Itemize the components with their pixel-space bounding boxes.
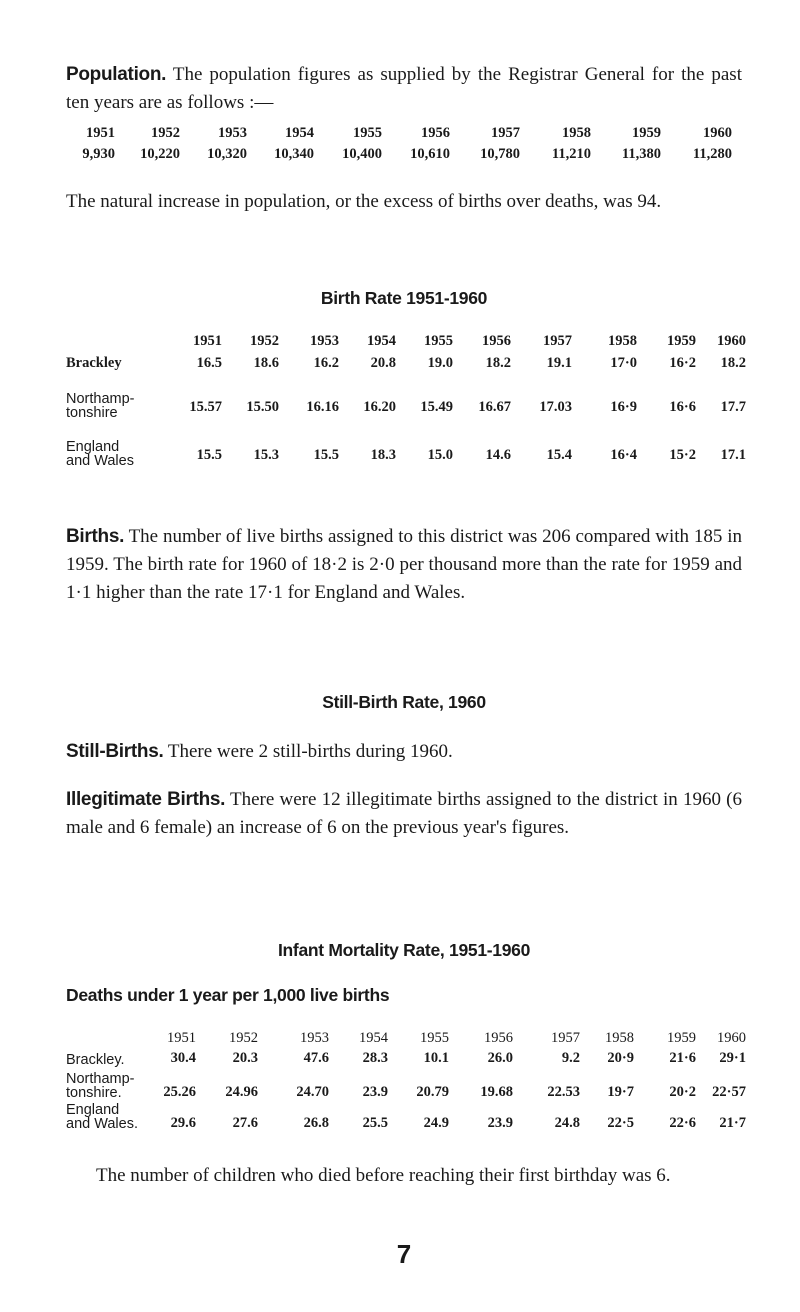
birth-rate-value: 19.1 <box>546 355 572 371</box>
birth-rate-row-label <box>66 392 135 420</box>
population-years-row <box>66 123 742 144</box>
birth-rate-year: 1951 <box>193 333 222 349</box>
births-paragraph <box>66 523 742 607</box>
birth-rate-row <box>66 352 746 374</box>
infant-mortality-value: 24.70 <box>296 1084 329 1100</box>
population-value: 10,610 <box>410 146 450 162</box>
still-births-paragraph <box>66 738 742 766</box>
infant-mortality-value: 19.68 <box>480 1084 513 1100</box>
birth-rate-title: Birth Rate 1951-1960 <box>320 288 488 308</box>
population-year: 1955 <box>353 125 382 141</box>
infant-mortality-subtitle: Deaths under 1 year per 1,000 live births <box>66 985 390 1005</box>
birth-rate-year: 1957 <box>543 333 572 349</box>
population-year: 1959 <box>632 125 661 141</box>
birth-rate-value: 16·4 <box>610 447 637 463</box>
birth-rate-value: 16.5 <box>196 355 222 371</box>
infant-mortality-value: 20·9 <box>607 1050 634 1066</box>
birth-rate-value: 17.03 <box>539 399 572 415</box>
label-line: Northamp- <box>66 1071 135 1087</box>
population-year: 1960 <box>703 125 732 141</box>
infant-mortality-value: 22·5 <box>607 1115 634 1131</box>
birth-rate-year: 1954 <box>367 333 396 349</box>
birth-rate-value: 20.8 <box>370 355 396 371</box>
population-value: 11,210 <box>551 146 591 162</box>
birth-rate-row <box>66 439 746 469</box>
birth-rate-value: 18.2 <box>485 355 511 371</box>
still-births-heading: Still-Births. <box>66 741 164 762</box>
infant-mortality-value: 19·7 <box>607 1084 634 1100</box>
births-text: The number of live births assigned to this district was 206 compared with 185 in 1959. The birth rate for 1960 of 18·2 is 2·0 per thousand more than the rate for 1959 and 1·1 higher than the rate 17·1 for England and Wales. <box>66 526 742 603</box>
natural-increase-paragraph: The natural increase in population, or the excess of births over deaths, was 94. <box>66 191 662 212</box>
birth-rate-value: 15.4 <box>546 447 572 463</box>
infant-mortality-row-label: Brackley. <box>66 1052 125 1068</box>
infant-mortality-year: 1953 <box>300 1030 329 1046</box>
birth-rate-value: 16.20 <box>363 399 396 415</box>
population-year: 1954 <box>285 125 314 141</box>
label-line: England <box>66 1102 120 1118</box>
population-value: 11,380 <box>621 146 661 162</box>
population-value: 10,220 <box>140 146 180 162</box>
birth-rate-value: 15.5 <box>196 447 222 463</box>
birth-rate-value: 15.50 <box>246 399 279 415</box>
birth-rate-row-label: Brackley <box>66 355 122 371</box>
birth-rate-value: 15.5 <box>313 447 339 463</box>
birth-rate-value: 16·2 <box>669 355 696 371</box>
infant-mortality-title: Infant Mortality Rate, 1951-1960 <box>277 940 531 960</box>
label-line: Northamp- <box>66 391 135 407</box>
birth-rate-value: 15.57 <box>189 399 222 415</box>
birth-rate-value: 15·2 <box>669 447 696 463</box>
population-year: 1952 <box>151 125 180 141</box>
birth-rate-value: 18.3 <box>370 447 396 463</box>
illegitimate-text: There were 12 illegitimate births assigned to the district in 1960 (6 male and 6 female) an increase of 6 on the previous year's figures. <box>66 789 742 838</box>
birth-rate-value: 19.0 <box>427 355 453 371</box>
birth-rate-value: 16·6 <box>669 399 696 415</box>
infant-mortality-value: 24.9 <box>423 1115 449 1131</box>
infant-mortality-value: 9.2 <box>561 1050 580 1066</box>
birth-rate-value: 16.16 <box>306 399 339 415</box>
birth-rate-year: 1958 <box>608 333 637 349</box>
infant-mortality-value: 21·7 <box>719 1115 746 1131</box>
still-birth-rate-title: Still-Birth Rate, 1960 <box>322 692 486 712</box>
infant-mortality-row-label <box>66 1072 135 1100</box>
birth-rate-row <box>66 391 746 421</box>
population-value: 10,400 <box>342 146 382 162</box>
infant-mortality-value: 27.6 <box>232 1115 258 1131</box>
infant-mortality-year: 1951 <box>167 1030 196 1046</box>
birth-rate-value: 16·9 <box>610 399 637 415</box>
label-line: and Wales. <box>66 1116 138 1132</box>
birth-rate-value: 18.6 <box>253 355 279 371</box>
infant-mortality-year: 1955 <box>420 1030 449 1046</box>
population-year: 1958 <box>562 125 591 141</box>
infant-mortality-value: 25.26 <box>163 1084 196 1100</box>
infant-mortality-value: 30.4 <box>170 1050 196 1066</box>
page-number: 7 <box>396 1239 412 1269</box>
infant-mortality-value: 20.3 <box>232 1050 258 1066</box>
birth-rate-value: 18.2 <box>720 355 746 371</box>
birth-rate-year: 1952 <box>250 333 279 349</box>
birth-rate-year: 1953 <box>310 333 339 349</box>
infant-mortality-value: 24.96 <box>225 1084 258 1100</box>
illegitimate-paragraph <box>66 786 742 842</box>
birth-rate-value: 15.49 <box>420 399 453 415</box>
birth-rate-year: 1960 <box>717 333 746 349</box>
label-line: tonshire <box>66 405 118 421</box>
population-text: The population figures as supplied by the Registrar General for the past ten years are as follows :— <box>66 64 742 113</box>
population-value: 10,780 <box>480 146 520 162</box>
infant-mortality-year: 1958 <box>605 1030 634 1046</box>
birth-rate-value: 14.6 <box>485 447 511 463</box>
infant-mortality-value: 25.5 <box>362 1115 388 1131</box>
infant-mortality-value: 28.3 <box>362 1050 388 1066</box>
population-year: 1951 <box>86 125 115 141</box>
infant-mortality-year: 1960 <box>717 1030 746 1046</box>
birth-rate-year: 1955 <box>424 333 453 349</box>
population-table <box>66 123 742 165</box>
population-year: 1957 <box>491 125 520 141</box>
birth-rate-value: 16.67 <box>478 399 511 415</box>
birth-rate-value: 17.1 <box>720 447 746 463</box>
infant-mortality-value: 22·57 <box>712 1084 746 1100</box>
birth-rate-year: 1956 <box>482 333 511 349</box>
label-line: England <box>66 439 120 455</box>
population-value: 11,280 <box>692 146 732 162</box>
infant-mortality-year: 1959 <box>667 1030 696 1046</box>
infant-mortality-value: 24.8 <box>554 1115 580 1131</box>
population-heading: Population. <box>66 64 167 85</box>
still-births-text: There were 2 still-births during 1960. <box>167 741 453 762</box>
label-line: and Wales <box>66 453 134 469</box>
infant-mortality-value: 23.9 <box>487 1115 513 1131</box>
birth-rate-value: 16.2 <box>313 355 339 371</box>
birth-rate-row-label <box>66 440 134 468</box>
infant-mortality-value: 26.8 <box>303 1115 329 1131</box>
infant-mortality-value: 29.6 <box>170 1115 196 1131</box>
births-heading: Births. <box>66 526 125 547</box>
infant-mortality-value: 20.79 <box>416 1084 449 1100</box>
infant-mortality-value: 29·1 <box>719 1050 746 1066</box>
infant-mortality-value: 47.6 <box>303 1050 329 1066</box>
infant-mortality-year: 1957 <box>551 1030 580 1046</box>
infant-mortality-year: 1956 <box>484 1030 513 1046</box>
infant-mortality-year: 1954 <box>359 1030 388 1046</box>
infant-closing-paragraph: The number of children who died before reaching their first birthday was 6. <box>96 1165 671 1186</box>
birth-rate-value: 17·0 <box>610 355 637 371</box>
birth-rate-value: 15.0 <box>427 447 453 463</box>
population-year: 1956 <box>421 125 450 141</box>
infant-mortality-row-label <box>66 1103 138 1131</box>
birth-rate-value: 15.3 <box>253 447 279 463</box>
population-year: 1953 <box>218 125 247 141</box>
birth-rate-value: 17.7 <box>720 399 746 415</box>
infant-mortality-value: 23.9 <box>362 1084 388 1100</box>
birth-rate-header-row <box>66 330 746 352</box>
infant-mortality-value: 10.1 <box>423 1050 449 1066</box>
infant-mortality-value: 20·2 <box>669 1084 696 1100</box>
infant-mortality-value: 26.0 <box>487 1050 513 1066</box>
infant-mortality-value: 22·6 <box>669 1115 696 1131</box>
illegitimate-heading: Illegitimate Births. <box>66 789 226 810</box>
population-value: 10,320 <box>207 146 247 162</box>
population-value: 9,930 <box>82 146 115 162</box>
population-paragraph <box>66 61 742 117</box>
population-values-row <box>66 144 742 165</box>
population-value: 10,340 <box>274 146 314 162</box>
infant-mortality-year: 1952 <box>229 1030 258 1046</box>
infant-mortality-value: 21·6 <box>669 1050 696 1066</box>
infant-mortality-value: 22.53 <box>547 1084 580 1100</box>
birth-rate-year: 1959 <box>667 333 696 349</box>
label-line: tonshire. <box>66 1085 122 1101</box>
